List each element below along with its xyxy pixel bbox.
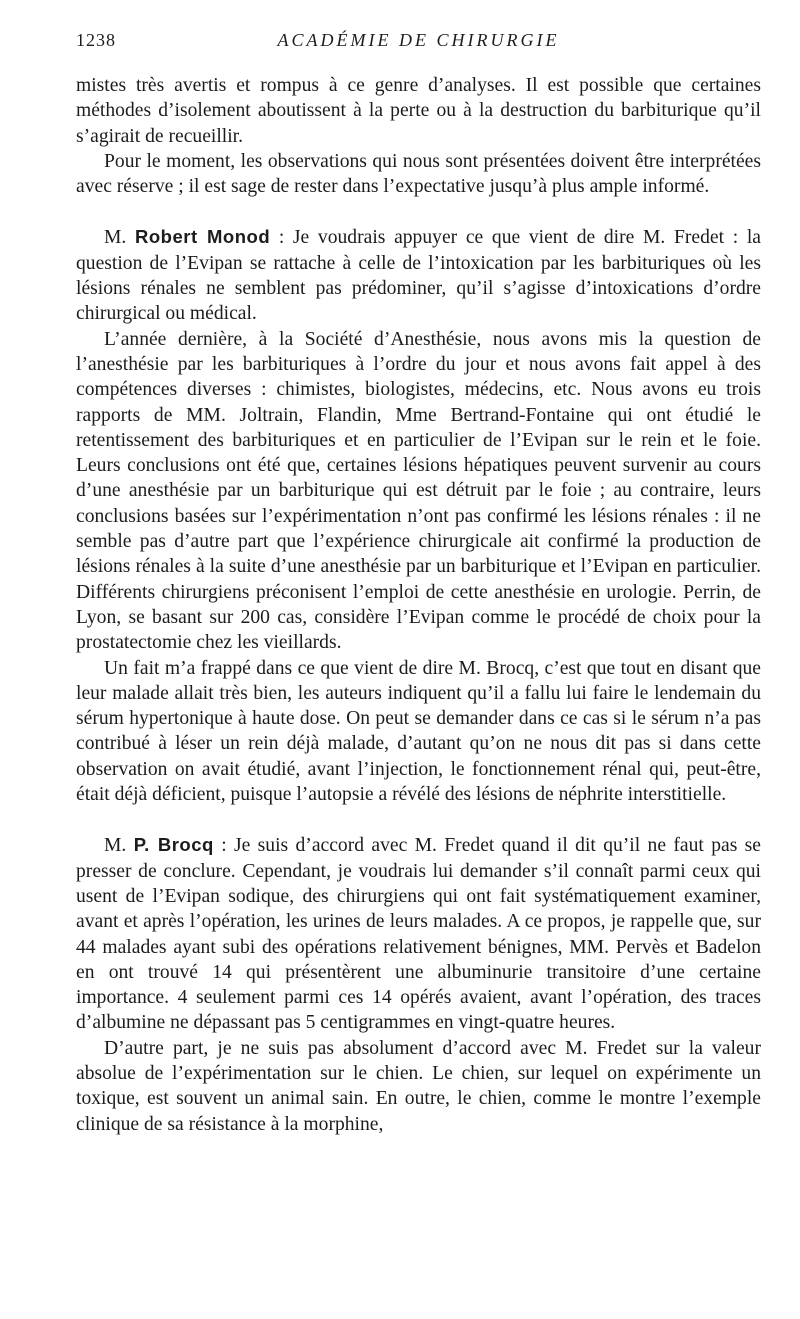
speaker-prefix: M.: [104, 227, 127, 249]
paragraph-1: mistes très avertis et rompus à ce genre d’analyses. Il est possible que certaines méthodes d’isolement aboutissent à la perte ou à la destruction du barbiturique qu’il s’agirait de recueillir.: [76, 75, 761, 147]
paragraph-6-text: : Je suis d’accord avec M. Fredet quand il dit qu’il ne faut pas se presser de conclure. Cependant, je voudrais lui demander s’il connaît parmi ceux qui usent de l’Evipan sodique, des chirurgiens qui ont fait systématiquement examiner, avant et après l’opération, les urines de leurs malades. A ce propos, je rappelle que, sur 44 malades ayant subi des opérations relativement bénignes, MM. Pervès et Badelon en ont trouvé 14 qui présentèrent une albuminurie transitoire d’une certaine importance. 4 seulement parmi ces 14 opérés avaient, avant l’opération, des traces d’albumine ne dépassant pas 5 centigrammes en vingt-quatre heures.: [76, 835, 761, 1034]
paragraph-2: Pour le moment, les observations qui nous sont présentées doivent être interprétées avec réserve ; il est sage de rester dans l’expectative jusqu’à plus ample informé.: [76, 150, 761, 198]
page-number: 1238: [76, 30, 116, 50]
speaker-prefix: M.: [104, 835, 127, 857]
page-header: [76, 30, 761, 56]
speaker-name: Robert Monod: [135, 226, 271, 248]
paragraph-6: [76, 832, 761, 1035]
body-text: [76, 73, 761, 1137]
paragraph-7: D’autre part, je ne suis pas absolument d’accord avec M. Fredet sur la valeur absolue de l’expérimentation sur le chien. Le chien, sur lequel on expérimente un toxique, est souvent un animal sain. En outre, le chien, comme le montre l’exemple clinique de sa résistance à la morphine,: [76, 1037, 761, 1135]
running-title: ACADÉMIE DE CHIRURGIE: [277, 30, 560, 50]
paragraph-4: L’année dernière, à la Société d’Anesthésie, nous avons mis la question de l’anesthésie par les barbituriques à l’ordre du jour et nous avons fait appel à des compétences diverses : chimistes, biologistes, médecins, etc. Nous avons eu trois rapports de MM. Joltrain, Flandin, Mme Bertrand-Fontaine qui ont étudié le retentissement des barbituriques et en particulier de l’Evipan sur le rein et le foie. Leurs conclusions ont été que, certaines lésions hépatiques peuvent survenir au cours d’une anesthésie par un barbiturique qui est détruit par le foie ; au contraire, leurs conclusions basées sur l’expérimentation n’ont pas confirmé les lésions rénales : il ne semble pas d’autre part que l’expérience chirurgicale ait confirmé la production de lésions rénales à la suite d’une anesthésie par un barbiturique et l’Evipan en particulier. Différents chirurgiens préconisent l’emploi de cette anesthésie en urologie. Perrin, de Lyon, se basant sur 200 cas, considère l’Evipan comme le procédé de choix pour la prostatectomie chez les vieillards.: [76, 328, 761, 654]
paragraph-3-text: : Je voudrais appuyer ce que vient de dire M. Fredet : la question de l’Evipan se rattache à celle de l’intoxication par les barbituriques où les lésions rénales ne semblent pas prédominer, qu’il s’agisse d’intoxications d’ordre chirurgical ou médical.: [76, 227, 761, 325]
paragraph-5: Un fait m’a frappé dans ce que vient de dire M. Brocq, c’est que tout en disant que leur malade allait très bien, les auteurs indiquent qu’il a fallu lui faire le lendemain du sérum hypertonique à haute dose. On peut se demander dans ce cas si le sérum n’a pas contribué à léser un rein déjà malade, d’autant qu’on ne nous dit pas si dans cette observation on avait étudié, avant l’injection, le fonctionnement rénal qui, peut-être, était déjà déficient, puisque l’autopsie a révélé des lésions de néphrite interstitielle.: [76, 657, 761, 806]
paragraph-3: [76, 224, 761, 326]
speaker-name: P. Brocq: [133, 834, 214, 856]
